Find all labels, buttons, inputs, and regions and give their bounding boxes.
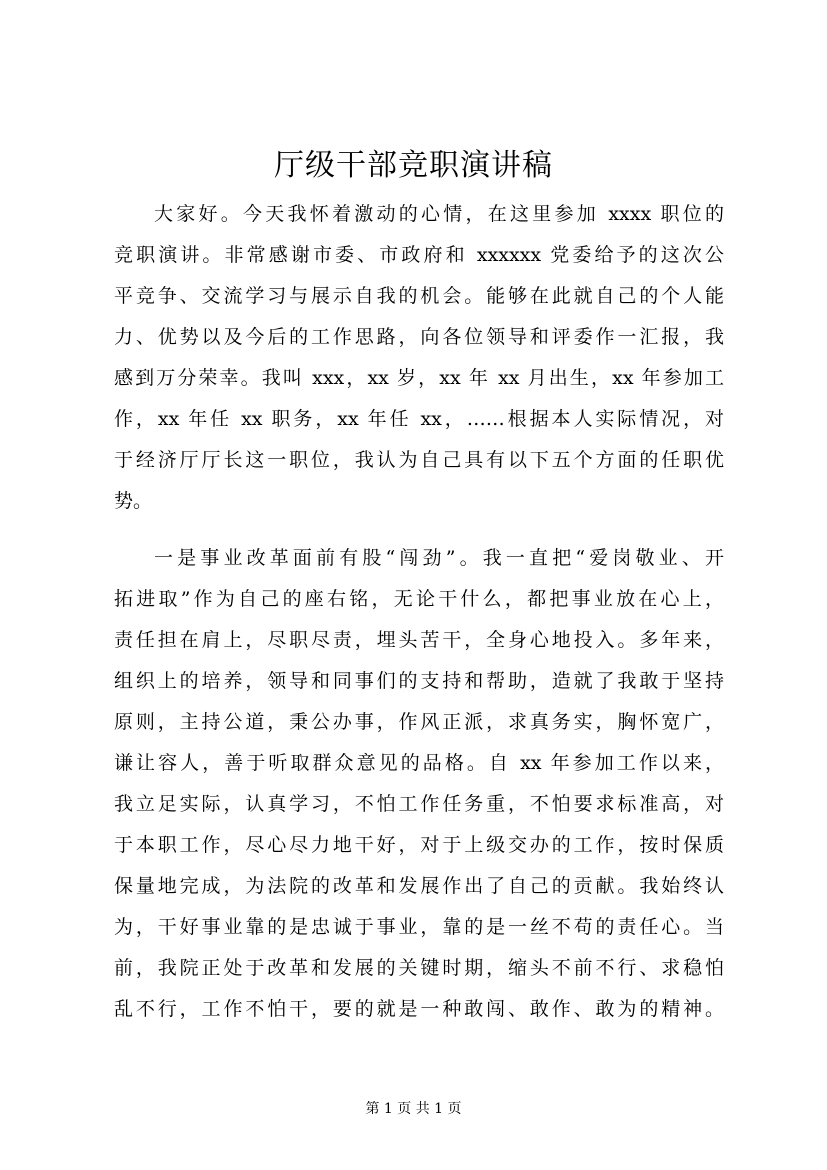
paragraph-2-line-7: 我立足实际，认真学习，不怕工作任务重，不怕要求标准高，对 — [114, 793, 724, 815]
paragraph-1-line-2: 竞职演讲。非常感谢市委、市政府和 xxxxxx 党委给予的这次公 — [114, 244, 724, 266]
paragraph-1-line-8: 势。 — [114, 490, 153, 512]
paragraph-1-line-1: 大家好。今天我怀着激动的心情，在这里参加 xxxx 职位的 — [154, 203, 724, 225]
paragraph-2-line-6: 谦让容人，善于听取群众意见的品格。自 xx 年参加工作以来， — [114, 752, 724, 774]
document-title: 厅级干部竞职演讲稿 — [274, 148, 553, 183]
paragraph-2-line-9: 保量地完成，为法院的改革和发展作出了自己的贡献。我始终认 — [114, 875, 724, 897]
paragraph-spacer — [114, 522, 724, 538]
paragraph-2-line-1: 一是事业改革面前有股“闯劲”。我一直把“爱岗敬业、开 — [154, 547, 724, 569]
paragraph-1-line-4: 力、优势以及今后的工作思路，向各位领导和评委作一汇报，我 — [114, 326, 724, 348]
paragraph-2-line-2: 拓进取”作为自己的座右铭，无论干什么，都把事业放在心上， — [114, 588, 724, 610]
paragraph-1-line-6: 作，xx 年任 xx 职务，xx 年任 xx，……根据本人实际情况，对 — [114, 408, 724, 430]
paragraph-2-line-12: 乱不行，工作不怕干，要的就是一种敢闯、敢作、敢为的精神。 — [114, 998, 724, 1020]
paragraph-1-line-3: 平竞争、交流学习与展示自我的机会。能够在此就自己的个人能 — [114, 285, 724, 307]
paragraph-2-line-11: 前，我院正处于改革和发展的关键时期，缩头不前不行、求稳怕 — [114, 957, 724, 979]
paragraph-2-line-10: 为，干好事业靠的是忠诚于事业，靠的是一丝不苟的责任心。当 — [114, 916, 724, 938]
paragraph-1-line-7: 于经济厅厅长这一职位，我认为自己具有以下五个方面的任职优 — [114, 449, 724, 471]
paragraph-1-line-5: 感到万分荣幸。我叫 xxx，xx 岁，xx 年 xx 月出生，xx 年参加工 — [114, 367, 724, 389]
paragraph-2-line-5: 原则，主持公道，秉公办事，作风正派，求真务实，胸怀宽广， — [114, 711, 724, 733]
page-number-footer: 第 1 页 共 1 页 — [365, 1101, 462, 1117]
paragraph-2-line-4: 组织上的培养，领导和同事们的支持和帮助，造就了我敢于坚持 — [114, 670, 724, 692]
document-body — [114, 194, 724, 1030]
paragraph-2-line-3: 责任担在肩上，尽职尽责，埋头苦干，全身心地投入。多年来， — [114, 629, 724, 651]
paragraph-2-line-8: 于本职工作，尽心尽力地干好，对于上级交办的工作，按时保质 — [114, 834, 724, 856]
